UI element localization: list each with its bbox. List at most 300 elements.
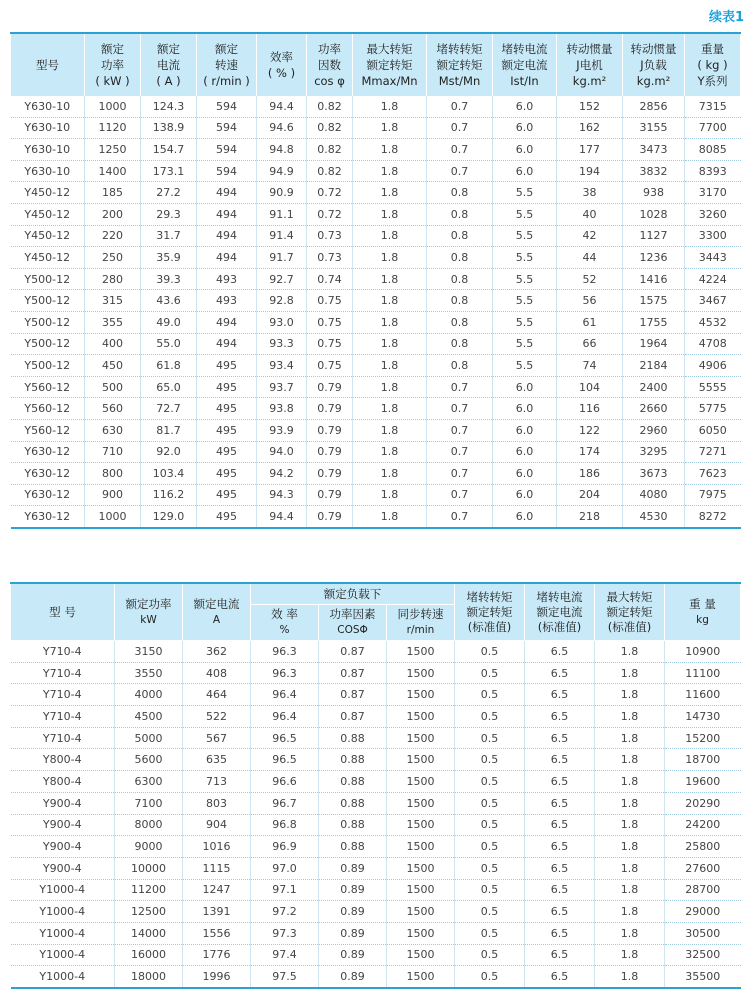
value-cell: 96.3 [251,641,319,663]
value-cell: 6.0 [493,419,557,441]
model-cell: Y900-4 [11,814,115,836]
value-cell: 464 [183,684,251,706]
model-cell: Y450-12 [11,182,85,204]
value-cell: 1500 [387,944,455,966]
value-cell: 0.82 [307,96,353,117]
value-cell: 6.0 [493,398,557,420]
table-row [11,203,741,225]
table-row [11,484,741,506]
model-cell: Y500-12 [11,333,85,355]
header-model: 型 号 [11,583,115,641]
value-cell: 94.2 [257,463,307,485]
value-cell: 1.8 [595,966,665,988]
value-cell: 0.89 [319,901,387,923]
table-row [11,792,741,814]
header-efficiency: 效 率 % [251,605,319,641]
value-cell: 61.8 [141,355,197,377]
value-cell: 494 [197,203,257,225]
header-line: 功率 [318,42,341,56]
table-row [11,879,741,901]
value-cell: 6.0 [493,117,557,139]
value-cell: 94.4 [257,506,307,528]
value-cell: 96.6 [251,771,319,793]
value-cell: 3170 [685,182,741,204]
model-cell: Y560-12 [11,398,85,420]
value-cell: 1500 [387,857,455,879]
value-cell: 1.8 [595,749,665,771]
header-line: 转动惯量 [630,42,677,56]
value-cell: 16000 [115,944,183,966]
value-cell: 0.79 [307,419,353,441]
value-cell: 0.5 [455,792,525,814]
table-row [11,268,741,290]
table-row [11,398,741,420]
value-cell: 0.75 [307,290,353,312]
value-cell: 0.79 [307,441,353,463]
value-cell: 1.8 [353,506,427,528]
value-cell: 1.8 [595,922,665,944]
value-cell: 495 [197,355,257,377]
value-cell: 42 [557,225,623,247]
value-cell: 635 [183,749,251,771]
motor-spec-table-1 [10,32,741,529]
header-rated-current: 额定电流 A [183,583,251,641]
value-cell: 1500 [387,684,455,706]
value-cell: 594 [197,160,257,182]
value-cell: 1000 [85,96,141,117]
value-cell: 1.8 [353,225,427,247]
value-cell: 0.7 [427,139,493,161]
value-cell: 6.0 [493,96,557,117]
value-cell: 4500 [115,706,183,728]
model-cell: Y450-12 [11,225,85,247]
value-cell: 0.79 [307,463,353,485]
value-cell: 4532 [685,311,741,333]
model-cell: Y500-12 [11,268,85,290]
value-cell: 94.4 [257,96,307,117]
value-cell: 1500 [387,749,455,771]
value-cell: 74 [557,355,623,377]
model-cell: Y1000-4 [11,901,115,923]
table-row [11,814,741,836]
value-cell: 1996 [183,966,251,988]
value-cell: 94.6 [257,117,307,139]
value-cell: 1.8 [595,684,665,706]
value-cell: 1.8 [595,836,665,858]
table-caption: 续表1 [708,10,744,25]
table-row [11,857,741,879]
table-row [11,419,741,441]
value-cell: 1016 [183,836,251,858]
value-cell: 0.88 [319,727,387,749]
value-cell: 1.8 [595,792,665,814]
table-row [11,506,741,528]
header-locked-rotor-current: 堵转电流 额定电流 (标准值) [525,583,595,641]
value-cell: 5775 [685,398,741,420]
table1-header-cell [353,33,427,96]
value-cell: 494 [197,182,257,204]
value-cell: 1.8 [595,879,665,901]
table-row [11,117,741,139]
value-cell: 93.9 [257,419,307,441]
header-line: 堵转电流 [501,42,548,56]
value-cell: 92.7 [257,268,307,290]
value-cell: 49.0 [141,311,197,333]
value-cell: 6050 [685,419,741,441]
value-cell: 32500 [665,944,741,966]
value-cell: 28700 [665,879,741,901]
value-cell: 200 [85,203,141,225]
value-cell: 904 [183,814,251,836]
value-cell: 5.5 [493,247,557,269]
value-cell: 800 [85,463,141,485]
motor-spec-table-2 [10,582,741,989]
value-cell: 35.9 [141,247,197,269]
table-row [11,247,741,269]
value-cell: 4080 [623,484,685,506]
value-cell: 0.72 [307,182,353,204]
header-line: 额定 [157,42,180,56]
value-cell: 0.5 [455,727,525,749]
table1-header-cell [197,33,257,96]
value-cell: 104 [557,376,623,398]
value-cell: 1.8 [353,268,427,290]
model-cell: Y630-10 [11,96,85,117]
value-cell: 0.7 [427,441,493,463]
value-cell: 6.5 [525,814,595,836]
value-cell: 493 [197,290,257,312]
model-cell: Y900-4 [11,857,115,879]
value-cell: 362 [183,641,251,663]
table-row [11,836,741,858]
value-cell: 0.5 [455,944,525,966]
value-cell: 0.89 [319,944,387,966]
value-cell: 0.89 [319,922,387,944]
value-cell: 97.0 [251,857,319,879]
table-row [11,662,741,684]
value-cell: 39.3 [141,268,197,290]
model-cell: Y1000-4 [11,966,115,988]
model-cell: Y800-4 [11,749,115,771]
table-row [11,225,741,247]
header-max-torque: 最大转矩 额定转矩 (标准值) [595,583,665,641]
value-cell: 185 [85,182,141,204]
value-cell: 55.0 [141,333,197,355]
value-cell: 18000 [115,966,183,988]
value-cell: 1127 [623,225,685,247]
value-cell: 1500 [387,771,455,793]
value-cell: 92.8 [257,290,307,312]
value-cell: 6.5 [525,879,595,901]
value-cell: 1.8 [595,814,665,836]
value-cell: 0.87 [319,662,387,684]
value-cell: 495 [197,441,257,463]
header-line: ( r/min ) [203,74,250,88]
model-cell: Y630-10 [11,117,85,139]
value-cell: 66 [557,333,623,355]
value-cell: 630 [85,419,141,441]
value-cell: 0.88 [319,836,387,858]
value-cell: 1250 [85,139,141,161]
table-row [11,376,741,398]
value-cell: 7623 [685,463,741,485]
value-cell: 0.8 [427,182,493,204]
value-cell: 6.5 [525,944,595,966]
value-cell: 0.73 [307,247,353,269]
value-cell: 0.75 [307,333,353,355]
value-cell: 3832 [623,160,685,182]
table-row [11,641,741,663]
table-row [11,901,741,923]
value-cell: 186 [557,463,623,485]
value-cell: 6.0 [493,506,557,528]
model-cell: Y1000-4 [11,879,115,901]
table-row [11,290,741,312]
value-cell: 0.7 [427,398,493,420]
value-cell: 1.8 [595,944,665,966]
value-cell: 0.5 [455,771,525,793]
value-cell: 97.5 [251,966,319,988]
value-cell: 0.87 [319,706,387,728]
value-cell: 0.8 [427,247,493,269]
value-cell: 2856 [623,96,685,117]
value-cell: 494 [197,225,257,247]
header-line: Y系列 [697,74,728,88]
table2-body [11,641,741,989]
value-cell: 5.5 [493,311,557,333]
value-cell: 1236 [623,247,685,269]
value-cell: 138.9 [141,117,197,139]
value-cell: 8393 [685,160,741,182]
model-cell: Y560-12 [11,419,85,441]
model-cell: Y900-4 [11,836,115,858]
value-cell: 0.89 [319,879,387,901]
value-cell: 494 [197,247,257,269]
value-cell: 0.7 [427,160,493,182]
value-cell: 0.73 [307,225,353,247]
value-cell: 1.8 [353,463,427,485]
value-cell: 173.1 [141,160,197,182]
value-cell: 0.75 [307,355,353,377]
model-cell: Y450-12 [11,203,85,225]
value-cell: 1247 [183,879,251,901]
value-cell: 174 [557,441,623,463]
header-line: Mst/Mn [438,74,481,88]
model-cell: Y450-12 [11,247,85,269]
header-line: 堵转转矩 [436,42,483,56]
value-cell: 0.88 [319,792,387,814]
value-cell: 710 [85,441,141,463]
value-cell: 0.79 [307,506,353,528]
model-cell: Y630-12 [11,506,85,528]
value-cell: 0.8 [427,355,493,377]
value-cell: 1.8 [353,203,427,225]
value-cell: 96.4 [251,684,319,706]
value-cell: 30500 [665,922,741,944]
table-row [11,966,741,988]
value-cell: 1.8 [353,160,427,182]
value-cell: 6.5 [525,684,595,706]
table-row [11,160,741,182]
value-cell: 56 [557,290,623,312]
value-cell: 14730 [665,706,741,728]
value-cell: 495 [197,376,257,398]
header-line: 额定 [101,42,124,56]
value-cell: 94.8 [257,139,307,161]
value-cell: 220 [85,225,141,247]
value-cell: 1500 [387,879,455,901]
table1-header-cell [557,33,623,96]
value-cell: 65.0 [141,376,197,398]
value-cell: 0.7 [427,117,493,139]
value-cell: 0.5 [455,879,525,901]
value-cell: 3550 [115,662,183,684]
value-cell: 0.88 [319,749,387,771]
value-cell: 97.3 [251,922,319,944]
value-cell: 2660 [623,398,685,420]
value-cell: 35500 [665,966,741,988]
value-cell: 1.8 [353,484,427,506]
value-cell: 5.5 [493,268,557,290]
value-cell: 1.8 [353,96,427,117]
model-cell: Y500-12 [11,290,85,312]
header-line: kg.m² [572,74,607,88]
value-cell: 250 [85,247,141,269]
value-cell: 96.7 [251,792,319,814]
value-cell: 94.3 [257,484,307,506]
value-cell: 495 [197,463,257,485]
value-cell: 1776 [183,944,251,966]
value-cell: 713 [183,771,251,793]
value-cell: 1500 [387,966,455,988]
value-cell: 0.7 [427,506,493,528]
value-cell: 96.5 [251,749,319,771]
model-cell: Y710-4 [11,706,115,728]
value-cell: 94.0 [257,441,307,463]
value-cell: 803 [183,792,251,814]
value-cell: 1.8 [595,706,665,728]
value-cell: 0.75 [307,311,353,333]
value-cell: 38 [557,182,623,204]
value-cell: 0.87 [319,641,387,663]
table1-header-cell [257,33,307,96]
value-cell: 5.5 [493,290,557,312]
value-cell: 10900 [665,641,741,663]
value-cell: 103.4 [141,463,197,485]
model-cell: Y630-10 [11,139,85,161]
value-cell: 194 [557,160,623,182]
header-power-factor: 功率因素 COSΦ [319,605,387,641]
table-row [11,771,741,793]
value-cell: 116 [557,398,623,420]
value-cell: 116.2 [141,484,197,506]
value-cell: 0.5 [455,662,525,684]
value-cell: 5.5 [493,203,557,225]
value-cell: 1.8 [353,355,427,377]
header-line: 转动惯量 [566,42,613,56]
value-cell: 10000 [115,857,183,879]
table-row [11,96,741,117]
value-cell: 1755 [623,311,685,333]
header-weight: 重 量 kg [665,583,741,641]
value-cell: 1416 [623,268,685,290]
value-cell: 495 [197,484,257,506]
value-cell: 1000 [85,506,141,528]
model-cell: Y500-12 [11,355,85,377]
value-cell: 14000 [115,922,183,944]
value-cell: 6.0 [493,139,557,161]
value-cell: 93.7 [257,376,307,398]
value-cell: 122 [557,419,623,441]
table-row [11,922,741,944]
table-row [11,463,741,485]
value-cell: 0.8 [427,333,493,355]
value-cell: 3295 [623,441,685,463]
value-cell: 4906 [685,355,741,377]
table1-header-row [11,33,741,96]
header-line: ( kW ) [95,74,130,88]
value-cell: 1500 [387,792,455,814]
table-row [11,684,741,706]
value-cell: 96.4 [251,706,319,728]
value-cell: 6.5 [525,727,595,749]
value-cell: 450 [85,355,141,377]
value-cell: 29000 [665,901,741,923]
value-cell: 6.5 [525,641,595,663]
table-row [11,182,741,204]
value-cell: 594 [197,139,257,161]
table1-header-cell [427,33,493,96]
value-cell: 1964 [623,333,685,355]
header-line: Ist/In [510,74,539,88]
value-cell: 1120 [85,117,141,139]
value-cell: 6.0 [493,441,557,463]
value-cell: 938 [623,182,685,204]
value-cell: 1500 [387,641,455,663]
header-line: 额定转矩 [366,58,413,72]
value-cell: 0.5 [455,641,525,663]
value-cell: 93.0 [257,311,307,333]
value-cell: 6.5 [525,792,595,814]
value-cell: 1.8 [353,182,427,204]
table1-header-cell [493,33,557,96]
value-cell: 493 [197,268,257,290]
value-cell: 400 [85,333,141,355]
value-cell: 500 [85,376,141,398]
header-line: ( % ) [267,66,296,80]
value-cell: 5.5 [493,333,557,355]
model-cell: Y630-12 [11,484,85,506]
model-cell: Y560-12 [11,376,85,398]
value-cell: 29.3 [141,203,197,225]
value-cell: 0.7 [427,484,493,506]
value-cell: 2184 [623,355,685,377]
value-cell: 6.0 [493,463,557,485]
table-row [11,311,741,333]
value-cell: 0.8 [427,203,493,225]
value-cell: 1.8 [353,139,427,161]
header-line: 额定 [215,42,238,56]
value-cell: 6.5 [525,857,595,879]
header-line: 转速 [215,58,238,72]
value-cell: 0.5 [455,922,525,944]
value-cell: 7271 [685,441,741,463]
value-cell: 6.0 [493,484,557,506]
value-cell: 560 [85,398,141,420]
value-cell: 0.89 [319,966,387,988]
model-cell: Y710-4 [11,662,115,684]
value-cell: 1115 [183,857,251,879]
